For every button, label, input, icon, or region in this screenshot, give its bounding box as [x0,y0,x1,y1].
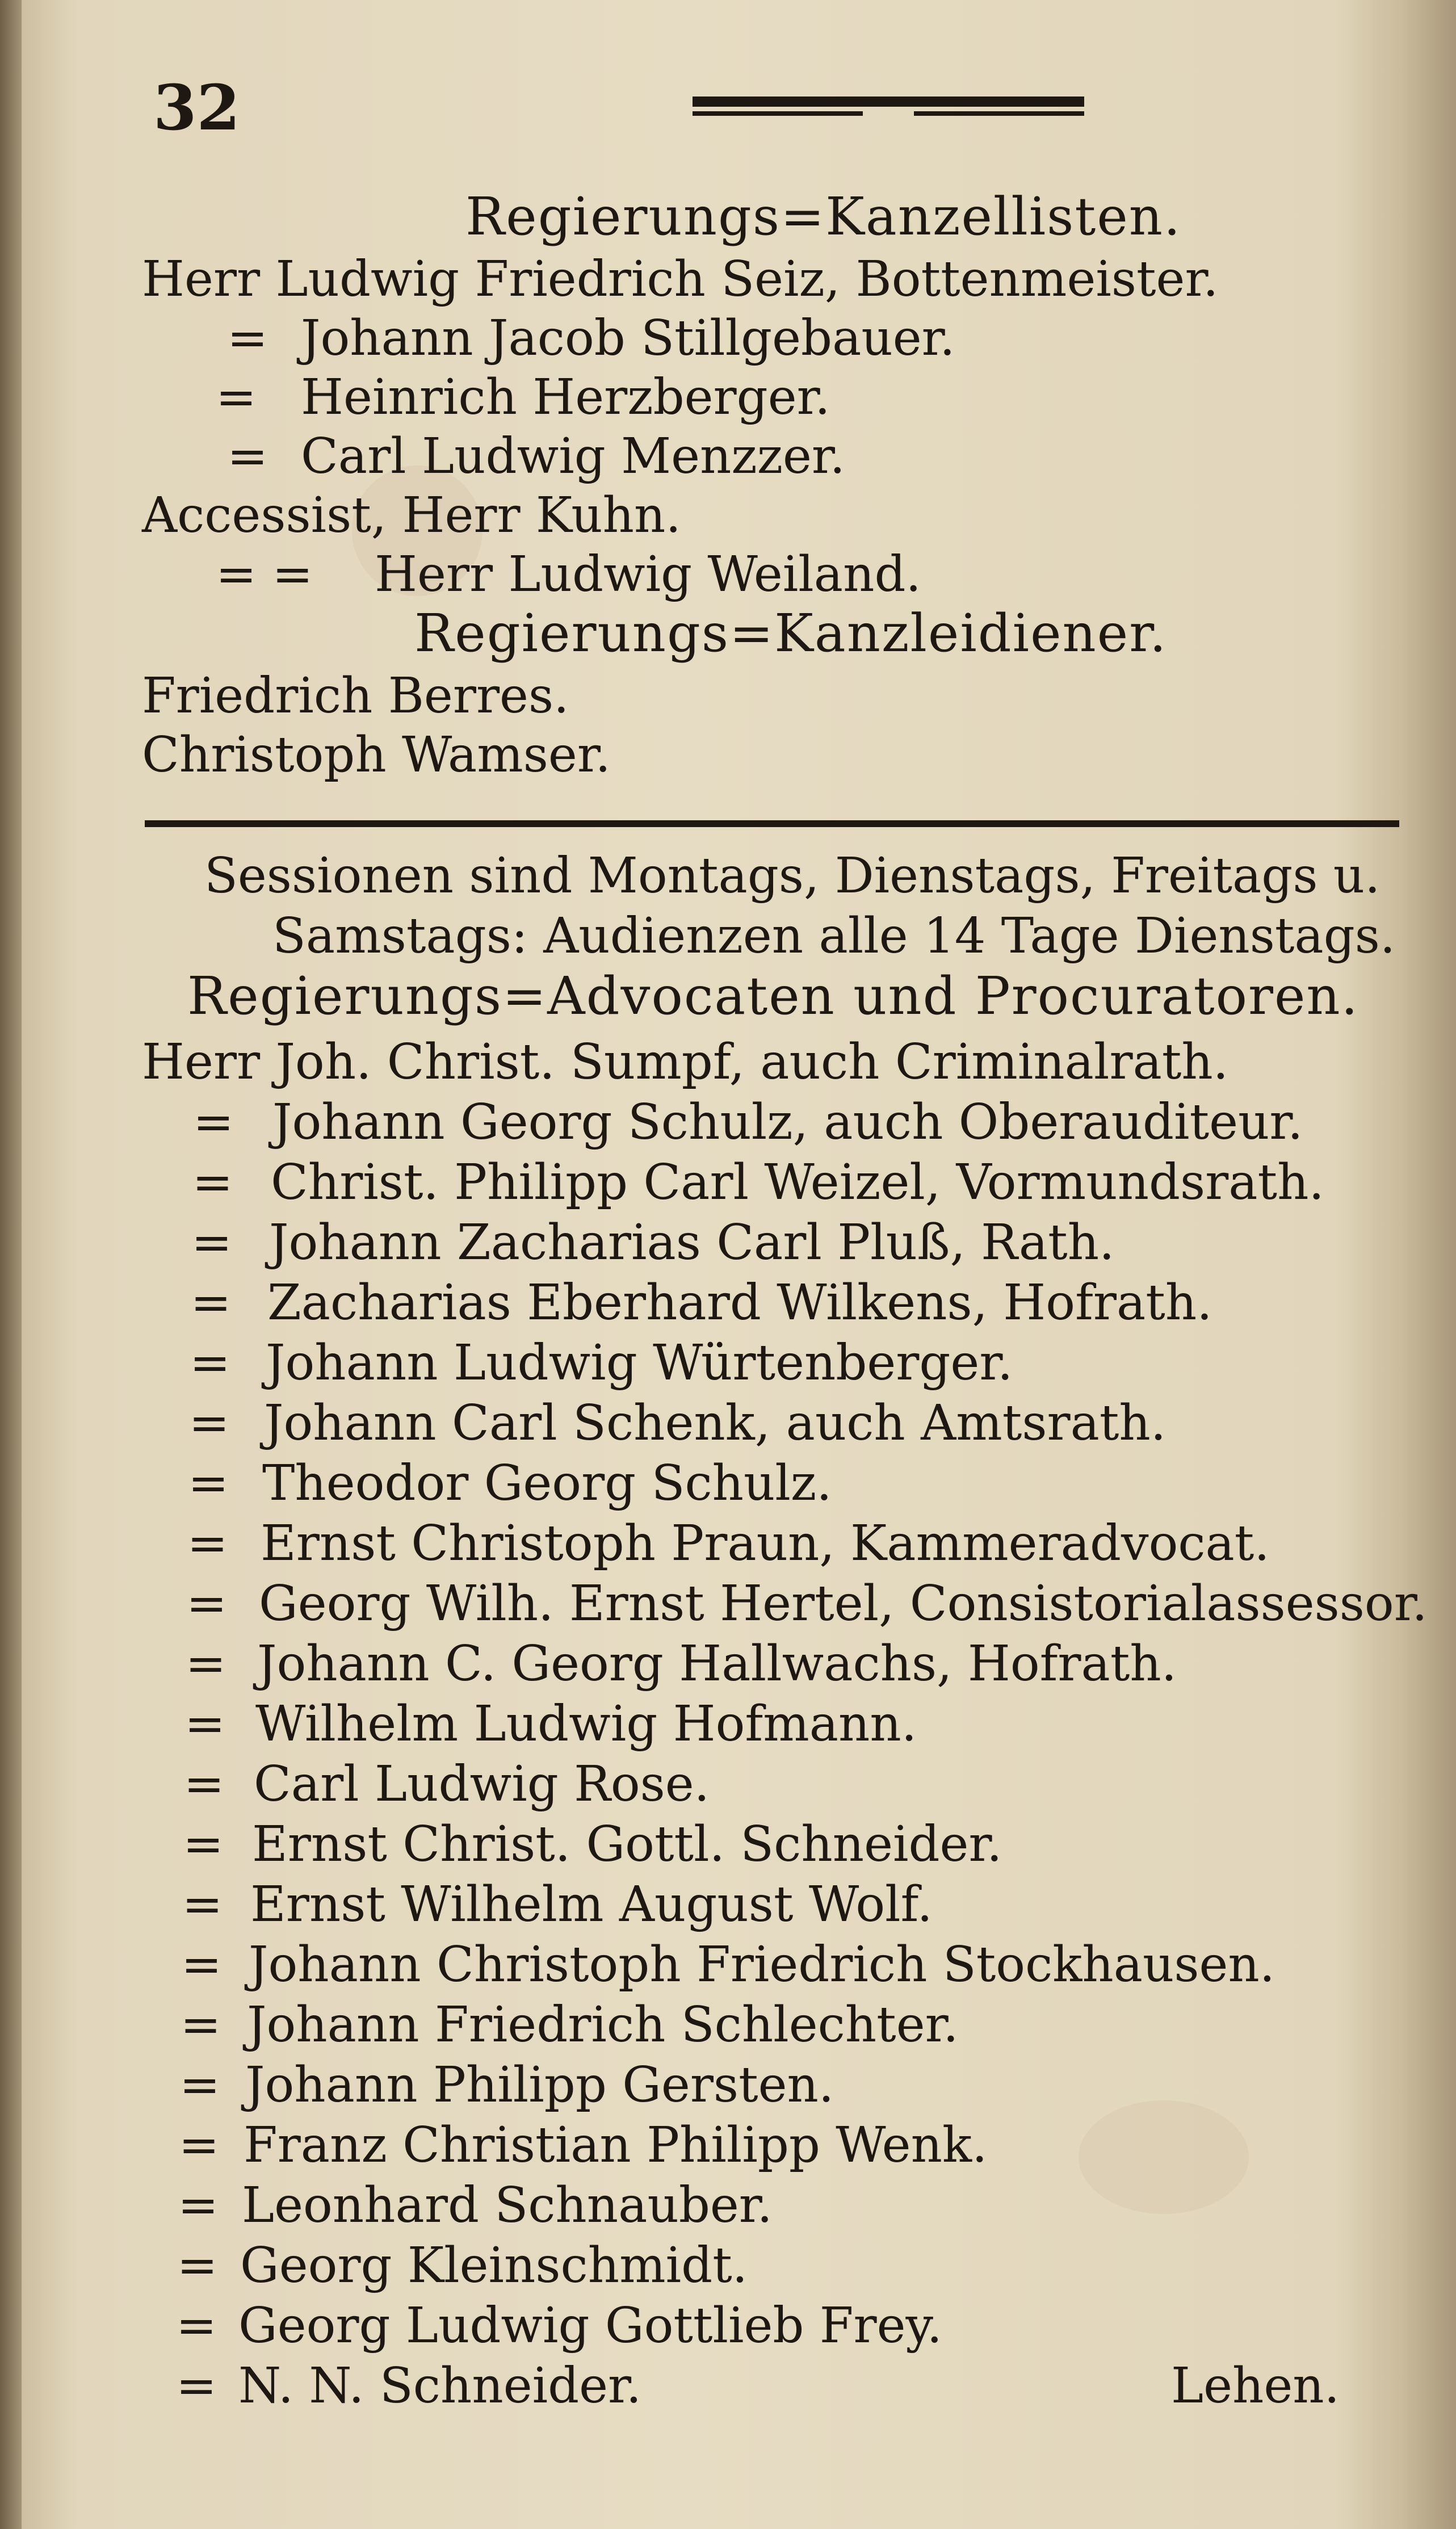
list-item [142,1935,1413,1995]
list-item: = Carl Ludwig Menzzer. [227,428,845,485]
ditto-mark: = [193,1094,234,1151]
list-item [142,2356,1413,2416]
entry-text: Johann Christoph Friedrich Stockhausen. [249,1936,1275,1993]
session-note: Samstags: Audienzen alle 14 Tage Dienstags. [272,908,1396,964]
entry-text: Friedrich Berres. [142,668,569,724]
entry-text: Herr Ludwig Friedrich Seiz, Bottenmeister. [142,251,1219,308]
ditto-mark: = [180,1997,221,2053]
ditto-mark: = [181,1936,223,1993]
catchword: Lehen. [1170,2358,1340,2414]
entry-text: Johann Georg Schulz, auch Oberauditeur. [272,1094,1303,1151]
entry-text: Ernst Christ. Gottl. Schneider. [252,1816,1002,1873]
entry-text: Georg Wilh. Ernst Hertel, Consistorialassessor. [259,1575,1428,1632]
entry-text: Johann Jacob Stillgebauer. [301,310,955,367]
ditto-mark: = [176,2358,217,2414]
page-number: 32 [153,71,241,144]
entry-text: Carl Ludwig Menzzer. [301,428,845,485]
top-section [142,187,1408,785]
entry-text: Johann Zacharias Carl Pluß, Rath. [269,1214,1115,1271]
ditto-mark: = [176,2297,217,2354]
section-heading: Regierungs=Kanzleidiener. [414,603,1168,664]
entry-text: Johann Ludwig Würtenberger. [266,1335,1013,1391]
entry-text: Zacharias Eberhard Wilkens, Hofrath. [267,1274,1212,1331]
session-note-line [142,846,1413,906]
list-item [142,486,1408,545]
ditto-mark: = [186,1575,228,1632]
ditto-mark: = [190,1335,231,1391]
list-item [142,1333,1413,1393]
ditto-mark: = [190,1274,232,1331]
ditto-mark: = [188,1395,230,1452]
list-item [142,1273,1413,1333]
entry-text: Carl Ludwig Rose. [254,1756,710,1813]
list-item [142,1393,1413,1453]
ditto-mark: = [187,1515,228,1572]
entry-text: Herr Ludwig Weiland. [375,546,921,603]
list-item [142,1694,1413,1754]
list-item: = Johann Jacob Stillgebauer. [227,310,955,367]
list-item [142,1152,1413,1213]
ditto-mark: = [192,1154,233,1211]
ditto-mark: = [182,1876,223,1933]
entry-text: Herr Joh. Christ. Sumpf, auch Criminalrath. [142,1034,1229,1091]
entry-text: Accessist, Herr Kuhn. [142,487,681,544]
list-item [142,1513,1413,1574]
list-item [142,725,1408,785]
ditto-mark: = [191,1214,233,1271]
list-item [142,2115,1413,2175]
list-item [142,666,1408,725]
entry-text: Georg Ludwig Gottlieb Frey. [238,2297,942,2354]
session-note: Sessionen sind Montags, Dienstags, Freitags u. [204,848,1381,904]
entry-text: Johann Philipp Gersten. [245,2057,834,2113]
list-item [142,1754,1413,1814]
list-item: = Heinrich Herzberger. [216,369,830,426]
entry-text: Johann Friedrich Schlechter. [247,1997,959,2053]
section-heading-row [142,187,1408,250]
list-item [142,1453,1413,1513]
list-item [142,2236,1413,2296]
header-rule-ornament [693,97,1084,116]
entry-text: Theodor Georg Schulz. [262,1455,832,1512]
entry-text: Heinrich Herzberger. [301,369,830,426]
ditto-mark: = [179,2057,221,2113]
section-heading-row [142,604,1408,666]
list-item [142,1092,1413,1152]
book-gutter [0,0,22,2529]
ditto-mark: = [185,1635,226,1692]
ditto-mark: = [177,2237,218,2294]
list-item [142,2175,1413,2236]
section-divider [145,820,1399,827]
entry-text: Georg Kleinschmidt. [240,2237,748,2294]
ditto-mark: = [178,2117,220,2174]
list-item [142,2055,1413,2115]
ditto-mark: = [184,1696,226,1752]
list-item [142,1634,1413,1694]
page-header [153,60,1385,150]
list-item [142,1574,1428,1634]
list-item [142,1213,1413,1273]
ditto-mark: = [183,1816,224,1873]
bottom-section [142,846,1428,2416]
ditto-mark: = [178,2177,219,2234]
list-item: = = Herr Ludwig Weiland. [216,546,921,603]
section-heading: Regierungs=Kanzellisten. [465,186,1182,247]
section-heading: Regierungs=Advocaten und Procuratoren. [187,966,1359,1026]
list-item [142,250,1408,309]
ditto-mark: = [183,1756,225,1813]
entry-text: Ernst Christoph Praun, Kammeradvocat. [261,1515,1270,1572]
section-heading-row [142,966,1413,1032]
entry-text: Christoph Wamser. [142,727,611,783]
list-item [142,1995,1413,2055]
entry-text: Ernst Wilhelm August Wolf. [250,1876,933,1933]
entry-text: Johann C. Georg Hallwachs, Hofrath. [257,1635,1177,1692]
entry-text: N. N. Schneider. [238,2358,642,2414]
session-note-line [142,906,1413,966]
entry-text: Christ. Philipp Carl Weizel, Vormundsrath. [271,1154,1324,1211]
ditto-mark: = [188,1455,229,1512]
list-item [142,1874,1413,1935]
entry-text: Franz Christian Philipp Wenk. [244,2117,988,2174]
list-item [142,2296,1413,2356]
advocate-list [142,1092,1428,2356]
entry-text: Johann Carl Schenk, auch Amtsrath. [264,1395,1167,1452]
entry-text: Leonhard Schnauber. [242,2177,773,2234]
list-item [142,1814,1413,1874]
list-item [142,1032,1413,1092]
entry-text: Wilhelm Ludwig Hofmann. [255,1696,917,1752]
